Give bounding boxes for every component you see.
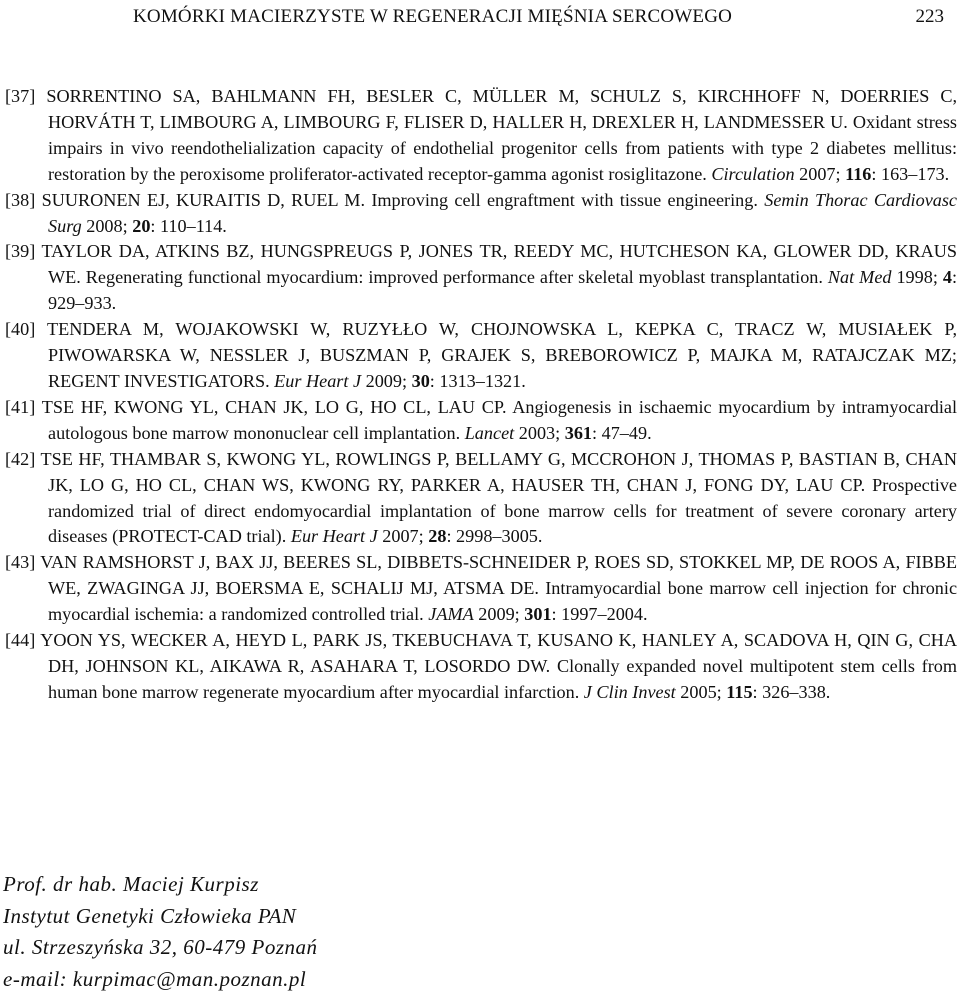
reference-pages: : 929–933. <box>48 267 957 313</box>
reference-volume: 30 <box>412 371 430 391</box>
author-signature <box>3 869 703 995</box>
reference-authors: TSE HF, THAMBAR S, KWONG YL, ROWLINGS P, BELLAMY G, MCCROHON J, THOMAS P, BASTIAN B, CHAN JK, LO G, HO CL, CHAN WS, KWONG RY, PARKER A, HAUSER TH, CHAN J, FONG DY, LAU CP. <box>41 449 957 495</box>
reference-pages: : 2998–3005. <box>446 526 542 546</box>
reference-authors: SORRENTINO SA, BAHLMANN FH, BESLER C, MÜLLER M, SCHULZ S, KIRCHHOFF N, DOERRIES C, HORVÁTH T, LIMBOURG A, LIMBOURG F, FLISER D, HALLER H, DREXLER H, LANDMESSER U. <box>46 86 957 132</box>
running-header <box>0 6 960 30</box>
reference-number: [41] <box>5 397 35 417</box>
reference-authors: TENDERA M, WOJAKOWSKI W, RUZYŁŁO W, CHOJNOWSKA L, KEPKA C, TRACZ W, MUSIAŁEK P, PIWOWARSKA W, NESSLER J, BUSZMAN P, GRAJEK S, BREBOROWICZ P, MAJKA M, RATAJCZAK MZ; REGENT INVESTIGATORS. <box>47 319 957 391</box>
reference-year: 2005; <box>680 682 721 702</box>
reference-number: [44] <box>5 630 35 650</box>
reference-authors: VAN RAMSHORST J, BAX JJ, BEERES SL, DIBBETS-SCHNEIDER P, ROES SD, STOKKEL MP, DE ROOS A, FIBBE WE, ZWAGINGA JJ, BOERSMA E, SCHALIJ MJ, ATSMA DE. <box>40 552 957 598</box>
reference-year: 2009; <box>478 604 519 624</box>
reference-title: Oxidant stress impairs in vivo reendothelialization capacity of endothelial progenitor cells from patients with type 2 diabetes mellitus: restoration by the peroxisome proliferator-activated receptor-gamma agonist rosiglitazone. <box>48 112 957 184</box>
reference-pages: : 110–114. <box>150 216 226 236</box>
reference-pages: : 326–338. <box>753 682 831 702</box>
reference-item <box>5 447 957 551</box>
author-address: ul. Strzeszyńska 32, 60-479 Poznań <box>3 932 703 964</box>
reference-volume: 361 <box>565 423 592 443</box>
reference-number: [39] <box>5 241 35 261</box>
reference-item <box>5 317 957 395</box>
reference-number: [38] <box>5 190 35 210</box>
reference-title: Clonally expanded novel multipotent stem cells from human bone marrow regenerate myocardium after myocardial infarction. <box>48 656 957 702</box>
reference-journal: J Clin Invest <box>584 682 676 702</box>
reference-year: 2007; <box>799 164 840 184</box>
reference-item <box>5 239 957 317</box>
reference-year: 2008; <box>86 216 127 236</box>
reference-journal: Eur Heart J <box>291 526 378 546</box>
reference-volume: 20 <box>132 216 150 236</box>
author-email: e-mail: kurpimac@man.poznan.pl <box>3 964 703 995</box>
header-title: KOMÓRKI MACIERZYSTE W REGENERACJI MIĘŚNIA SERCOWEGO <box>133 6 732 28</box>
reference-volume: 115 <box>726 682 752 702</box>
reference-journal: Semin Thorac Cardiovasc Surg <box>48 190 957 236</box>
reference-volume: 28 <box>428 526 446 546</box>
reference-number: [43] <box>5 552 35 572</box>
reference-title: Regenerating functional myocardium: improved performance after skeletal myoblast transplantation. <box>86 267 823 287</box>
reference-year: 2007; <box>382 526 423 546</box>
reference-number: [42] <box>5 449 35 469</box>
reference-year: 2003; <box>519 423 560 443</box>
reference-pages: : 1313–1321. <box>430 371 526 391</box>
reference-volume: 301 <box>524 604 551 624</box>
reference-item <box>5 395 957 447</box>
reference-title: Prospective randomized trial of direct endomyocardial implantation of bone marrow cells for treatment of severe coronary artery diseases (PROTECT-CAD trial). <box>48 475 957 547</box>
reference-number: [40] <box>5 319 35 339</box>
reference-title: Angiogenesis in ischaemic myocardium by intramyocardial autologous bone marrow mononuclear cell implantation. <box>48 397 957 443</box>
reference-number: [37] <box>5 86 35 106</box>
page-number: 223 <box>916 6 945 28</box>
reference-pages: : 47–49. <box>592 423 652 443</box>
reference-volume: 4 <box>943 267 952 287</box>
reference-item <box>5 188 957 240</box>
author-name: Prof. dr hab. Maciej Kurpisz <box>3 869 703 901</box>
reference-journal: Eur Heart J <box>274 371 361 391</box>
reference-list <box>5 84 957 706</box>
reference-authors: YOON YS, WECKER A, HEYD L, PARK JS, TKEBUCHAVA T, KUSANO K, HANLEY A, SCADOVA H, QIN G, CHA DH, JOHNSON KL, AIKAWA R, ASAHARA T, LOSORDO DW. <box>40 630 957 676</box>
reference-journal: Circulation <box>711 164 794 184</box>
reference-journal: Nat Med <box>828 267 892 287</box>
reference-item <box>5 84 957 188</box>
reference-pages: : 163–173. <box>871 164 949 184</box>
reference-item <box>5 550 957 628</box>
author-institution: Instytut Genetyki Człowieka PAN <box>3 901 703 933</box>
reference-title: Intramyocardial bone marrow cell injection for chronic myocardial ischemia: a randomized controlled trial. <box>48 578 957 624</box>
reference-title: Improving cell engraftment with tissue engineering. <box>371 190 758 210</box>
reference-pages: : 1997–2004. <box>552 604 648 624</box>
reference-volume: 116 <box>845 164 871 184</box>
reference-year: 2009; <box>366 371 407 391</box>
reference-authors: SUURONEN EJ, KURAITIS D, RUEL M. <box>42 190 365 210</box>
reference-year: 1998; <box>896 267 937 287</box>
reference-item <box>5 628 957 706</box>
reference-journal: JAMA <box>428 604 473 624</box>
reference-authors: TSE HF, KWONG YL, CHAN JK, LO G, HO CL, LAU CP. <box>42 397 507 417</box>
reference-journal: Lancet <box>465 423 515 443</box>
reference-authors: TAYLOR DA, ATKINS BZ, HUNGSPREUGS P, JONES TR, REEDY MC, HUTCHESON KA, GLOWER DD, KRAUS WE. <box>42 241 957 287</box>
